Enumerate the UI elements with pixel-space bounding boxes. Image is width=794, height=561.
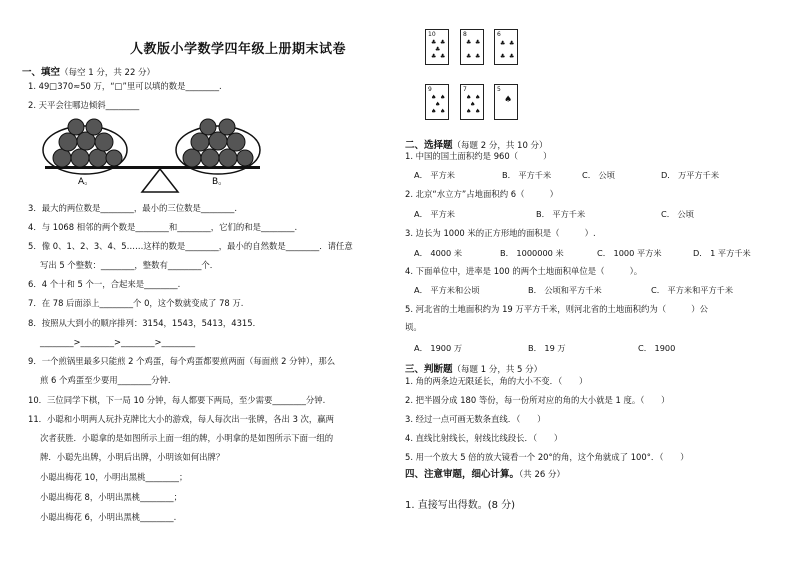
suit-icon: ♣ (431, 53, 437, 60)
section3-title: 三、判断题 (405, 364, 453, 375)
s2-q3-option-a: A． 4000 米 (414, 248, 463, 258)
suit-icon: ♠ (431, 108, 437, 115)
card-rank: 7 (463, 86, 467, 93)
scale-right-label: B。 (212, 177, 228, 187)
section2-header (405, 137, 548, 151)
page-title: 人教版小学数学四年级上册期末试卷 (130, 42, 347, 57)
s1-question-8-answer: ________>________>________>________ (40, 337, 196, 347)
s2-q3-option-d: D． 1 平方千米 (693, 248, 751, 258)
section2-score: （每题 2 分，共 10 分） (452, 141, 548, 151)
left-apples (53, 119, 122, 167)
s1-question-11c: 牌．小聪先出牌，小明后出牌，小明该如何出牌？ (40, 452, 225, 462)
s2-q3-option-b: B． 1000000 米 (500, 248, 564, 258)
section2-title: 二、选择题 (405, 140, 453, 151)
suit-icon: ♣ (435, 46, 441, 53)
suit-icon: ♣ (431, 39, 437, 46)
s2-question-1: 1. 中国的国土面积约是 960（ ） (405, 151, 552, 161)
suit-icon: ♠ (440, 108, 446, 115)
s2-q5-option-a: A． 1900 万 (414, 343, 463, 353)
s2-q4-option-c: C． 平方米和平方千米 (651, 285, 734, 295)
suit-icon: ♣ (500, 53, 506, 60)
card-rank: 6 (497, 31, 501, 38)
suit-icon: ♠ (440, 94, 446, 101)
s1-question-5b: 写出 5 个整数：________，整数有________个． (40, 260, 219, 270)
suit-icon: ♠ (504, 95, 513, 105)
s3-question-4: 4. 直线比射线长，射线比线段长．（ ） (405, 433, 563, 443)
s1-question-9a: 9．一个煎锅里最多只能煎 2 个鸡蛋，每个鸡蛋都要煎两面（每面煎 2 分钟），那么 (28, 356, 336, 366)
s2-question-5a: 5. 河北省的土地面积约为 19 万平方千米，则河北省的土地面积约为（ ）公 (405, 304, 709, 314)
suit-icon: ♣ (440, 53, 446, 60)
s1-question-5a: 5．像 0、1、2、3、4、5……这样的数是________，最小的自然数是________．请任意 (28, 241, 353, 251)
suit-icon: ♣ (509, 40, 515, 47)
s1-question-7: 7．在 78 后面添上________个 0，这个数就变成了 78 万. (28, 298, 244, 308)
suit-icon: ♣ (475, 53, 481, 60)
section3-score: （每题 1 分，共 5 分） (452, 365, 543, 375)
section1-header (22, 64, 155, 78)
card-rank: 9 (428, 86, 432, 93)
card-top-2 (460, 29, 484, 65)
section4-header (405, 466, 565, 480)
card-bottom-3 (494, 84, 518, 120)
s2-q1-option-d: D． 万平方千米 (661, 170, 720, 180)
s1-question-11d: 小聪出梅花 10，小明出黑桃________； (40, 472, 188, 482)
s2-q4-option-b: B． 公顷和平方千米 (528, 285, 602, 295)
s3-question-3: 3. 经过一点可画无数条直线．（ ） (405, 414, 546, 424)
s2-q2-option-a: A． 平方米 (414, 209, 455, 219)
s2-q1-option-c: C． 公顷 (582, 170, 615, 180)
card-rank: 5 (497, 86, 501, 93)
s2-question-4: 4. 下面单位中，进率是 100 的两个土地面积单位是（ ）。 (405, 266, 643, 276)
s2-q2-option-c: C． 公顷 (661, 209, 694, 219)
section1-score: （每空 1 分，共 22 分） (60, 68, 156, 78)
s3-question-1: 1. 角的两条边无限延长，角的大小不变．（ ） (405, 376, 588, 386)
section4-title: 四、注意审题，细心计算。 (405, 469, 520, 480)
s2-question-2: 2. 北京“水立方”占地面积约 6（ ） (405, 189, 558, 199)
suit-icon: ♣ (500, 40, 506, 47)
suit-icon: ♣ (509, 53, 515, 60)
s1-question-11e: 小聪出梅花 8，小明出黑桃________； (40, 492, 182, 502)
suit-icon: ♠ (431, 94, 437, 101)
suit-icon: ♠ (470, 101, 476, 108)
suit-icon: ♣ (466, 53, 472, 60)
s1-question-6: 6．4 个十和 5 个一，合起来是________. (28, 279, 181, 289)
suit-icon: ♣ (466, 39, 472, 46)
s1-question-9b: 煎 6 个鸡蛋至少要用________分钟. (40, 375, 171, 385)
s2-q1-option-a: A． 平方米 (414, 170, 455, 180)
suit-icon: ♣ (475, 39, 481, 46)
s1-question-10: 10．三位同学下棋，下一局 10 分钟，每人都要下两局，至少需要________分钟. (28, 395, 326, 405)
section1-title: 一、填空 (22, 67, 61, 78)
s1-question-11b: 次者获胜．小聪拿的是如图所示上面一组的牌，小明拿的是如图所示下面一组的 (40, 433, 334, 443)
s2-question-5b: 顷。 (405, 322, 422, 332)
card-rank: 8 (463, 31, 467, 38)
s3-question-5: 5. 用一个放大 5 倍的放大镜看一个 20°的角，这个角就成了 100°．（ ） (405, 452, 689, 462)
s2-q4-option-a: A． 平方米和公顷 (414, 285, 480, 295)
s1-question-11a: 11．小聪和小明两人玩扑克牌比大小的游戏，每人每次出一张牌，各出 3 次，赢两 (28, 414, 335, 424)
section4-score: （共 26 分） (519, 470, 565, 480)
suit-icon: ♠ (466, 94, 472, 101)
suit-icon: ♠ (435, 101, 441, 108)
card-top-1 (425, 29, 449, 65)
suit-icon: ♠ (466, 108, 472, 115)
s1-question-1: 1. 49□370≈50 万，“□”里可以填的数是________. (28, 81, 222, 91)
s1-question-2: 2. 天平会往哪边倾斜________ (28, 100, 140, 110)
suit-icon: ♣ (440, 39, 446, 46)
s1-question-4: 4．与 1068 相邻的两个数是________和________，它们的和是________. (28, 222, 298, 232)
balance-scale-figure (40, 114, 265, 194)
s2-q1-option-b: B． 平方千米 (502, 170, 552, 180)
s2-q2-option-b: B． 平方千米 (536, 209, 586, 219)
suit-icon: ♠ (475, 94, 481, 101)
s3-question-2: 2. 把半圆分成 180 等份，每一份所对应的角的大小就是 1 度。（ ） (405, 395, 670, 405)
s4-question-1: 1. 直接写出得数。(8 分) (405, 500, 516, 511)
card-top-3 (494, 29, 518, 65)
card-bottom-2 (460, 84, 484, 120)
s2-q5-option-c: C． 1900 (638, 343, 676, 353)
scale-fulcrum (142, 169, 178, 192)
suit-icon: ♠ (475, 108, 481, 115)
card-rank: 10 (428, 31, 436, 38)
section3-header (405, 361, 542, 375)
scale-left-label: A。 (78, 177, 94, 187)
s1-question-3: 3．最大的两位数是________，最小的三位数是________. (28, 203, 237, 213)
s1-question-8: 8．按照从大到小的顺序排列：3154，1543，5413，4315． (28, 318, 261, 328)
card-bottom-1 (425, 84, 449, 120)
s2-q5-option-b: B． 19 万 (528, 343, 566, 353)
s2-question-3: 3. 边长为 1000 米的正方形地的面积是（ ）. (405, 228, 596, 238)
s2-q3-option-c: C． 1000 平方米 (597, 248, 662, 258)
s1-question-11f: 小聪出梅花 6，小明出黑桃________. (40, 512, 177, 522)
